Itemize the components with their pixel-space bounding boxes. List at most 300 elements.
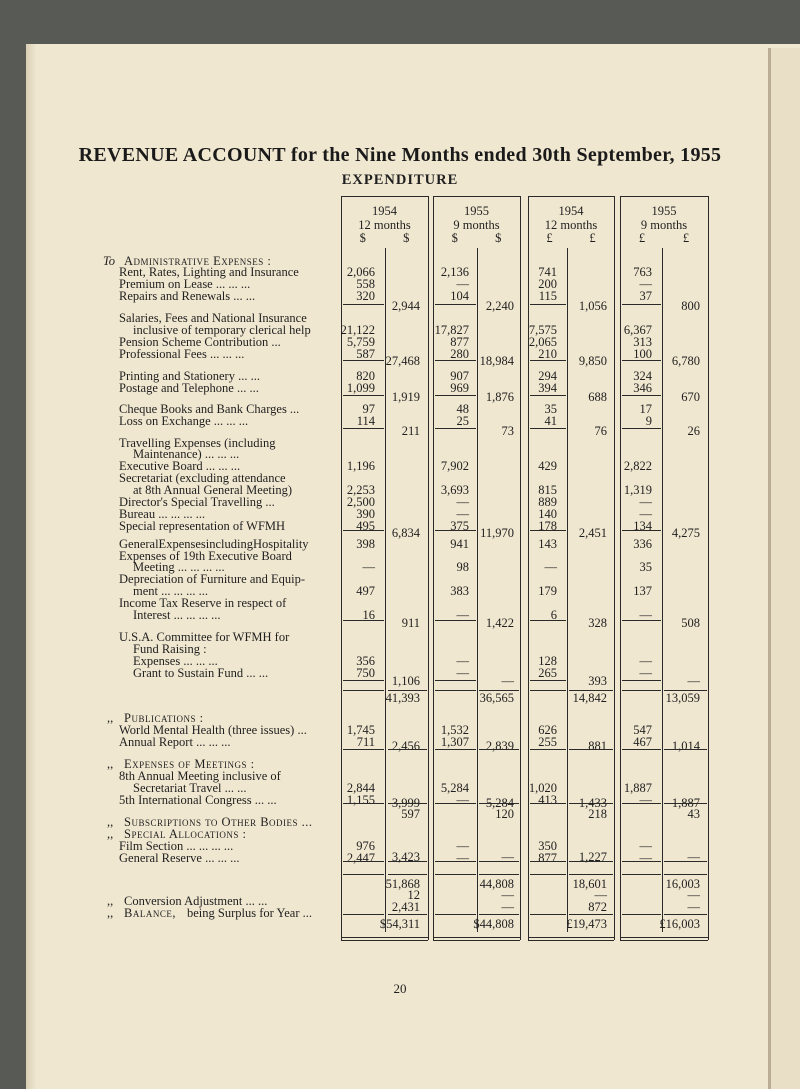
row-label: General Reserve ... ... ... (119, 851, 240, 865)
subtotal-cell: 1,887 (671, 796, 700, 810)
header-rule (341, 196, 428, 197)
row-label: Special representation of WFMH (119, 519, 286, 533)
subtotal-rule (343, 803, 384, 804)
ditto-mark: ,, (107, 757, 114, 771)
subtotal-cell: 2,456 (391, 739, 420, 753)
column-period: 9 months (453, 218, 500, 232)
subtotal-cell: 597 (401, 807, 420, 821)
subtotal-rule (479, 874, 519, 875)
figure-cell: 1,099 (346, 381, 375, 395)
subtotal-cell: — (687, 674, 700, 688)
figure-cell: — (456, 507, 469, 521)
subtotal-rule (479, 861, 519, 862)
figure-cell: 6 (550, 608, 557, 622)
subtotal-rule (622, 861, 661, 862)
figure-cell: 7,902 (440, 459, 469, 473)
figure-cell: 763 (633, 265, 652, 279)
figure-cell: — (456, 793, 469, 807)
subtotal-rule (388, 914, 427, 915)
subtotal-rule (343, 680, 384, 681)
figure-cell: 17,827 (434, 323, 469, 337)
figure-cell: 815 (538, 483, 557, 497)
figure-cell: — (456, 277, 469, 291)
ditto-mark: ,, (107, 894, 114, 908)
figure-cell: 7,575 (528, 323, 557, 337)
figure-cell: 1,020 (528, 781, 557, 795)
row-label: Professional Fees ... ... ... (119, 347, 245, 361)
total-rule (528, 940, 614, 941)
subtotal-rule (622, 803, 661, 804)
row-label: Secretariat (excluding attendance (119, 471, 286, 485)
subtotal-cell: 2,240 (485, 299, 514, 313)
figure-cell: 350 (538, 839, 557, 853)
subtotal-rule (622, 620, 661, 621)
subtotal-rule (343, 874, 384, 875)
figure-cell: — (639, 666, 652, 680)
figure-cell: 398 (356, 537, 375, 551)
subtotal-cell: 1,433 (578, 796, 607, 810)
subtotal-rule (343, 428, 384, 429)
figure-cell: 941 (450, 537, 469, 551)
subtotal-cell: — (687, 900, 700, 914)
row-label: Expenses of 19th Executive Board (119, 549, 292, 563)
figure-cell: — (639, 608, 652, 622)
figure-cell: 413 (538, 793, 557, 807)
subtotal-cell: 1,056 (578, 299, 607, 313)
figure-cell: 17 (639, 402, 652, 416)
subtotal-rule (435, 620, 476, 621)
currency-symbol: £ (638, 231, 646, 245)
figure-cell: 889 (538, 495, 557, 509)
currency-symbol: $ (495, 231, 502, 245)
subtotal-rule (388, 749, 427, 750)
subtotal-cell: 43 (687, 807, 700, 821)
subtotal-cell: 76 (594, 424, 607, 438)
figure-cell: 2,844 (346, 781, 375, 795)
subtotal-rule (622, 749, 661, 750)
figure-cell: 976 (356, 839, 375, 853)
section-heading: Publications : (124, 711, 204, 725)
figure-cell: 35 (639, 560, 652, 574)
column-rule (477, 248, 478, 932)
row-label: Executive Board ... ... ... (119, 459, 241, 473)
subtotal-cell: 1,227 (578, 850, 607, 864)
figure-cell: 741 (538, 265, 557, 279)
subtotal-rule (435, 530, 476, 531)
subtotal-rule (664, 861, 707, 862)
subtotal-rule (435, 428, 476, 429)
subtotal-cell: 3,999 (391, 796, 420, 810)
figure-cell: 750 (356, 666, 375, 680)
figure-cell: 1,196 (346, 459, 375, 473)
currency-symbol: $ (451, 231, 458, 245)
section-heading: Special Allocations : (124, 827, 247, 841)
figure-cell: 2,500 (346, 495, 375, 509)
facing-page-edge (768, 48, 800, 1089)
subtotal-rule (530, 874, 566, 875)
figure-cell: 35 (544, 402, 557, 416)
subtotal-cell: 508 (681, 616, 700, 630)
figure-cell: 114 (356, 414, 375, 428)
subtotal-cell: 2,431 (391, 900, 420, 914)
figure-cell: 2,822 (623, 459, 652, 473)
figure-cell: 2,066 (346, 265, 375, 279)
subtotal-rule (569, 749, 613, 750)
figure-cell: 128 (538, 654, 557, 668)
row-label: Maintenance) ... ... ... (133, 447, 240, 461)
subtotal-rule (479, 690, 519, 691)
figure-cell: 1,319 (623, 483, 652, 497)
figure-cell: 5,759 (346, 335, 375, 349)
currency-symbol: $ (359, 231, 366, 245)
subtotal-rule (530, 620, 566, 621)
column-rule (385, 248, 386, 932)
subtotal-rule (530, 304, 566, 305)
subtotal-cell: 1,919 (391, 390, 420, 404)
subtotal-rule (388, 803, 427, 804)
figure-cell: 324 (633, 369, 652, 383)
figure-cell: 2,136 (440, 265, 469, 279)
subtotal-rule (435, 861, 476, 862)
subtotal-cell: 881 (588, 739, 607, 753)
subtotal-rule (664, 749, 707, 750)
subtotal-cell: 11,970 (480, 526, 514, 540)
subtotal-cell: $54,311 (379, 917, 420, 931)
subtotal-rule (343, 304, 384, 305)
subtotal-cell: 1,106 (391, 674, 420, 688)
subtotal-rule (343, 690, 384, 691)
subtotal-rule (343, 620, 384, 621)
subtotal-rule (435, 803, 476, 804)
row-label: Interest ... ... ... ... (133, 608, 221, 622)
figure-cell: — (362, 560, 375, 574)
subtotal-rule (530, 803, 566, 804)
subtotal-cell: 6,780 (671, 354, 700, 368)
subtotal-cell: 73 (501, 424, 514, 438)
figure-cell: 6,367 (623, 323, 652, 337)
figure-cell: 137 (633, 584, 652, 598)
subtotal-cell: 44,808 (479, 877, 514, 891)
figure-cell: 877 (450, 335, 469, 349)
section-heading: Expenses of Meetings : (124, 757, 255, 771)
subtotal-cell: 26 (687, 424, 700, 438)
subtotal-rule (664, 874, 707, 875)
figure-cell: — (639, 793, 652, 807)
figure-cell: 37 (639, 289, 652, 303)
subtotal-rule (479, 803, 519, 804)
column-period: 9 months (640, 218, 688, 232)
figure-cell: 115 (538, 289, 557, 303)
figure-cell: 969 (450, 381, 469, 395)
figure-cell: 143 (538, 537, 557, 551)
subtotal-rule (622, 360, 661, 361)
column-year: 1955 (651, 204, 677, 218)
subtotal-cell: 393 (588, 674, 607, 688)
row-label: Income Tax Reserve in respect of (119, 596, 287, 610)
subtotal-rule (435, 304, 476, 305)
subtotal-rule (343, 914, 384, 915)
ditto-mark: ,, (107, 827, 114, 841)
subtotal-rule (435, 360, 476, 361)
subtotal-cell: 872 (588, 900, 607, 914)
subtotal-cell: 36,565 (479, 691, 514, 705)
subtotal-rule (622, 680, 661, 681)
subtotal-cell: 2,451 (578, 526, 607, 540)
total-rule (341, 937, 428, 938)
subtotal-rule (435, 914, 476, 915)
row-label: Travelling Expenses (including (119, 436, 276, 450)
figure-cell: 41 (544, 414, 557, 428)
subtotal-cell: 911 (401, 616, 420, 630)
subtotal-cell: 13,059 (665, 691, 700, 705)
figure-cell: 134 (633, 519, 652, 533)
subtotal-rule (530, 530, 566, 531)
subtotal-cell: 18,984 (479, 354, 514, 368)
figure-cell: — (456, 654, 469, 668)
row-label: Postage and Telephone ... ... (119, 381, 259, 395)
section-heading: EXPENDITURE (341, 172, 459, 188)
column-year: 1955 (464, 204, 489, 218)
ditto-mark: ,, (107, 711, 114, 725)
row-label: Expenses ... ... ... (133, 654, 218, 668)
currency-symbol: $ (403, 231, 410, 245)
row-label: Premium on Lease ... ... ... (119, 277, 251, 291)
figure-cell: 21,122 (340, 323, 375, 337)
section-heading: Administrative Expenses : (124, 254, 272, 268)
subtotal-rule (569, 914, 613, 915)
subtotal-cell: 688 (588, 390, 607, 404)
subtotal-rule (530, 861, 566, 862)
subtotal-rule (435, 749, 476, 750)
subtotal-rule (530, 914, 566, 915)
figure-cell: 140 (538, 507, 557, 521)
figure-cell: 547 (633, 723, 652, 737)
figure-cell: — (456, 495, 469, 509)
row-label: Repairs and Renewals ... ... (119, 289, 256, 303)
subtotal-cell: 27,468 (385, 354, 420, 368)
figure-cell: 3,693 (440, 483, 469, 497)
subtotal-rule (569, 690, 613, 691)
subtotal-rule (664, 803, 707, 804)
subtotal-rule (388, 690, 427, 691)
row-label: Conversion Adjustment ... ... (124, 894, 268, 908)
subtotal-cell: 2,839 (485, 739, 514, 753)
figure-cell: — (544, 560, 557, 574)
column-period: 12 months (358, 218, 411, 232)
figure-cell: 98 (456, 560, 469, 574)
label-prefix: To (103, 254, 116, 268)
subtotal-cell: 5,284 (485, 796, 514, 810)
figure-cell: 313 (633, 335, 652, 349)
figure-cell: — (456, 851, 469, 865)
figure-cell: 48 (456, 402, 469, 416)
row-label: Salaries, Fees and National Insurance (119, 311, 307, 325)
subtotal-rule (622, 874, 661, 875)
figure-cell: 255 (538, 735, 557, 749)
header-rule (528, 196, 614, 197)
figure-cell: 497 (356, 584, 375, 598)
header-rule (433, 196, 520, 197)
row-label: inclusive of temporary clerical help (133, 323, 311, 337)
subtotal-cell: — (501, 674, 514, 688)
subtotal-rule (479, 914, 519, 915)
row-label: ment ... ... ... ... (133, 584, 208, 598)
figure-cell: 877 (538, 851, 557, 865)
figure-cell: 178 (538, 519, 557, 533)
subtotal-cell: 12 (407, 888, 420, 902)
figure-cell: 467 (633, 735, 652, 749)
row-label: Bureau ... ... ... ... (119, 507, 206, 521)
row-label: U.S.A. Committee for WFMH for (119, 630, 290, 644)
figure-cell: 1,307 (440, 735, 469, 749)
figure-cell: 375 (450, 519, 469, 533)
figure-cell: 390 (356, 507, 375, 521)
row-label: Grant to Sustain Fund ... ... (133, 666, 269, 680)
figure-cell: 280 (450, 347, 469, 361)
subtotal-rule (343, 861, 384, 862)
figure-cell: 626 (538, 723, 557, 737)
figure-cell: 16 (362, 608, 375, 622)
row-label: Fund Raising : (133, 642, 207, 656)
subtotal-cell: 51,868 (385, 877, 420, 891)
row-label: Rent, Rates, Lighting and Insurance (119, 265, 299, 279)
figure-cell: — (639, 495, 652, 509)
subtotal-cell: 14,842 (572, 691, 607, 705)
row-label: Director's Special Travelling ... (119, 495, 275, 509)
subtotal-rule (343, 530, 384, 531)
section-heading: Balance, (124, 906, 176, 920)
subtotal-cell: 16,003 (665, 877, 700, 891)
subtotal-rule (435, 680, 476, 681)
row-label: Film Section ... ... ... ... (119, 839, 234, 853)
figure-cell: 97 (362, 402, 375, 416)
figure-cell: — (639, 507, 652, 521)
figure-cell: 100 (633, 347, 652, 361)
subtotal-cell: 18,601 (572, 877, 607, 891)
total-rule (620, 940, 708, 941)
figure-cell: 1,887 (623, 781, 652, 795)
row-label: Secretariat Travel ... ... (133, 781, 247, 795)
column-rule (662, 248, 663, 932)
figure-cell: 1,155 (346, 793, 375, 807)
row-label: Depreciation of Furniture and Equip- (119, 572, 306, 586)
subtotal-rule (530, 690, 566, 691)
section-heading: Subscriptions to Other Bodies ... (124, 815, 313, 829)
subtotal-rule (530, 428, 566, 429)
figure-cell: 1,745 (346, 723, 375, 737)
subtotal-cell: 211 (401, 424, 420, 438)
figure-cell: 5,284 (440, 781, 469, 795)
row-label: Meeting ... ... ... ... (133, 560, 225, 574)
subtotal-rule (622, 530, 661, 531)
figure-cell: 336 (633, 537, 652, 551)
subtotal-cell: 1,422 (485, 616, 514, 630)
row-label: at 8th Annual General Meeting) (133, 483, 292, 497)
subtotal-cell: — (687, 888, 700, 902)
currency-symbol: £ (682, 231, 690, 245)
subtotal-cell: 218 (588, 807, 607, 821)
subtotal-rule (664, 690, 707, 691)
subtotal-cell: 800 (681, 299, 700, 313)
figure-cell: 179 (538, 584, 557, 598)
row-label: Loss on Exchange ... ... ... (119, 414, 249, 428)
subtotal-rule (664, 914, 707, 915)
subtotal-rule (479, 749, 519, 750)
figure-cell: 210 (538, 347, 557, 361)
row-label: Printing and Stationery ... ... (119, 369, 260, 383)
row-label: Pension Scheme Contribution ... (119, 335, 281, 349)
subtotal-rule (435, 395, 476, 396)
subtotal-cell: 1,014 (671, 739, 700, 753)
figure-cell: 429 (538, 459, 557, 473)
subtotal-rule (388, 861, 427, 862)
subtotal-cell: — (501, 900, 514, 914)
figure-cell: 394 (538, 381, 557, 395)
subtotal-rule (388, 874, 427, 875)
figure-cell: 2,065 (528, 335, 557, 349)
total-rule (341, 940, 428, 941)
figure-cell: 200 (538, 277, 557, 291)
ditto-mark: ,, (107, 815, 114, 829)
figure-cell: 346 (633, 381, 652, 395)
subtotal-rule (569, 803, 613, 804)
subtotal-cell: 670 (681, 390, 700, 404)
subtotal-rule (343, 749, 384, 750)
figure-cell: — (639, 851, 652, 865)
subtotal-cell: 3,423 (391, 850, 420, 864)
subtotal-rule (530, 360, 566, 361)
subtotal-rule (569, 861, 613, 862)
subtotal-cell: 2,944 (391, 299, 420, 313)
total-rule (528, 937, 614, 938)
subtotal-cell: — (501, 850, 514, 864)
total-rule (433, 937, 520, 938)
figure-cell: 383 (450, 584, 469, 598)
row-label: World Mental Health (three issues) ... (119, 723, 307, 737)
figure-cell: 587 (356, 347, 375, 361)
subtotal-cell: 120 (495, 807, 514, 821)
subtotal-rule (435, 690, 476, 691)
figure-cell: — (639, 277, 652, 291)
total-rule (433, 940, 520, 941)
subtotal-cell: 41,393 (385, 691, 420, 705)
figure-cell: — (639, 839, 652, 853)
row-label: 8th Annual Meeting inclusive of (119, 769, 281, 783)
row-label: being Surplus for Year ... (187, 906, 312, 920)
subtotal-rule (622, 304, 661, 305)
figure-cell: 495 (356, 519, 375, 533)
subtotal-cell: 328 (588, 616, 607, 630)
subtotal-cell: 4,275 (671, 526, 700, 540)
row-label: GeneralExpensesincludingHospitality (119, 537, 309, 551)
figure-cell: 907 (450, 369, 469, 383)
subtotal-rule (569, 874, 613, 875)
figure-cell: 294 (538, 369, 557, 383)
figure-cell: 558 (356, 277, 375, 291)
subtotal-cell: £19,473 (566, 917, 607, 931)
subtotal-rule (622, 428, 661, 429)
figure-cell: 1,532 (440, 723, 469, 737)
figure-cell: 320 (356, 289, 375, 303)
column-year: 1954 (558, 204, 584, 218)
figure-cell: 265 (538, 666, 557, 680)
figure-cell: — (456, 666, 469, 680)
figure-cell: 711 (356, 735, 375, 749)
figure-cell: 2,253 (346, 483, 375, 497)
column-period: 12 months (544, 218, 598, 232)
subtotal-rule (530, 680, 566, 681)
column-rule (567, 248, 568, 932)
